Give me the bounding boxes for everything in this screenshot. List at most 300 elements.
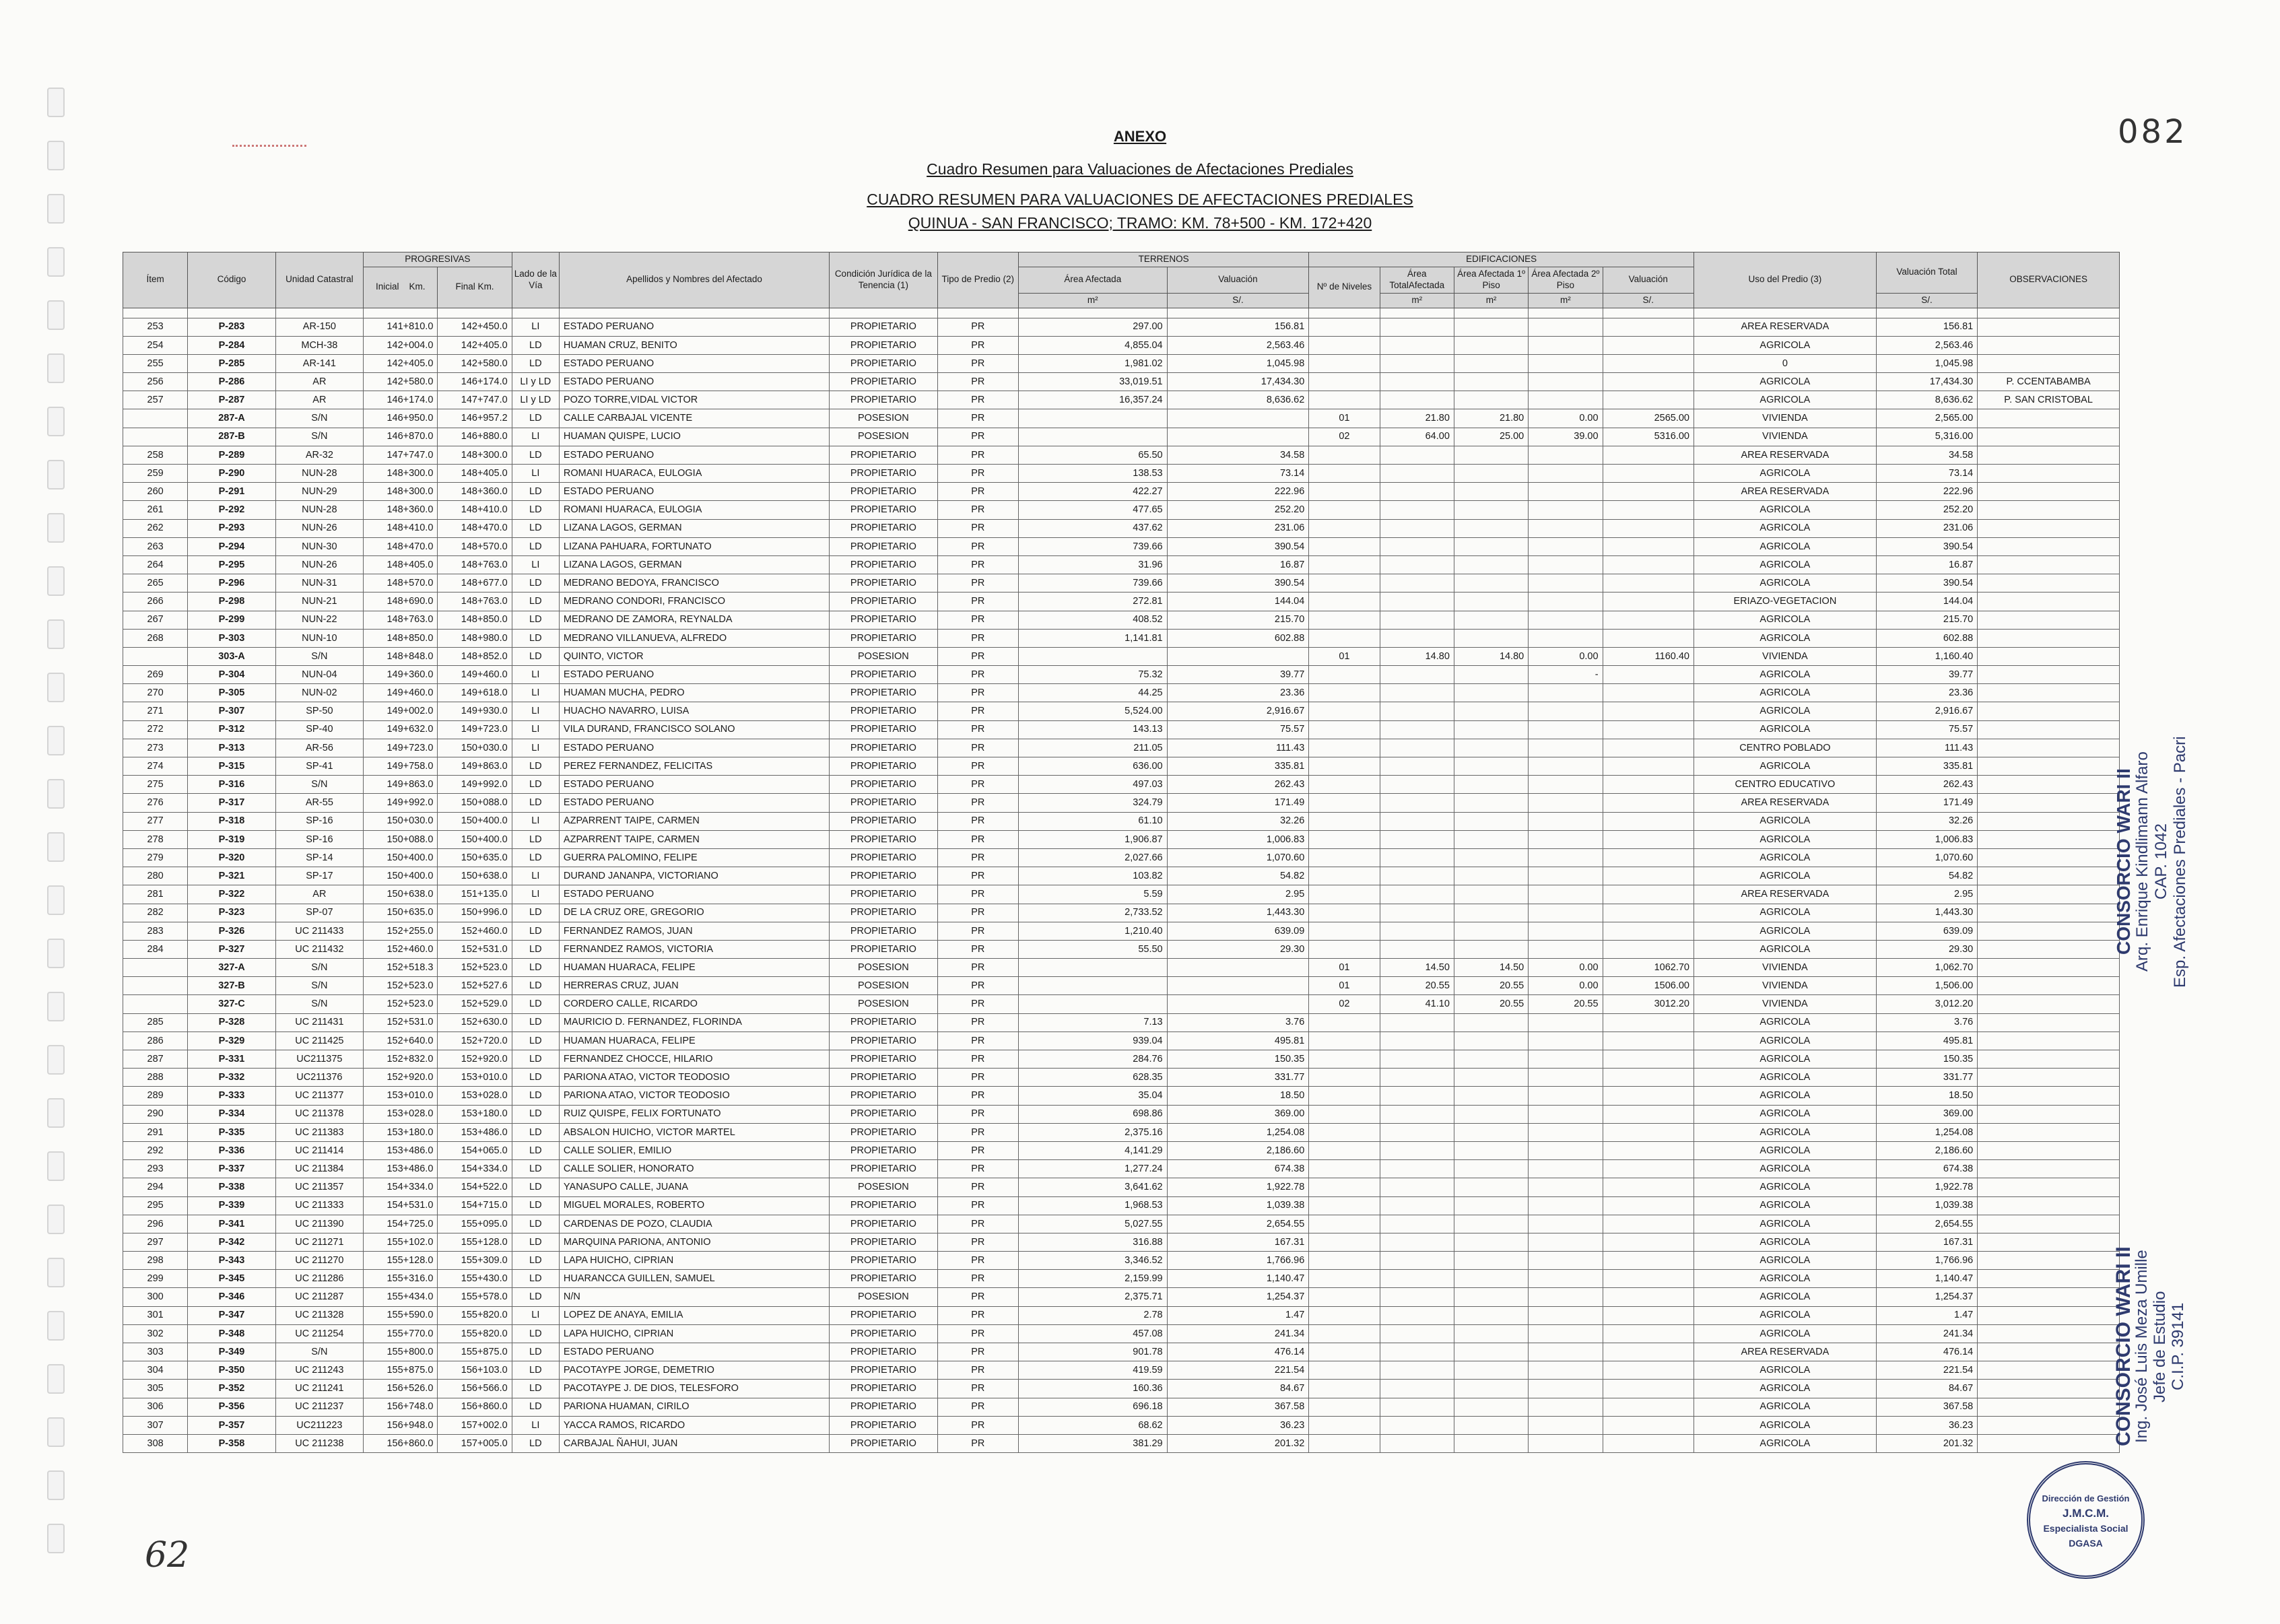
cell-inicial: 154+334.0 bbox=[364, 1178, 438, 1196]
cell-valuacion-edif bbox=[1603, 940, 1694, 958]
cell-uso: AGRICOLA bbox=[1694, 555, 1876, 574]
cell-valuacion-edif bbox=[1603, 922, 1694, 940]
cell-item: 263 bbox=[123, 537, 188, 555]
cell-condicion: PROPIETARIO bbox=[830, 1215, 937, 1233]
cell-lado: LD bbox=[512, 647, 559, 665]
cell-lado: LD bbox=[512, 611, 559, 629]
cell-condicion: PROPIETARIO bbox=[830, 885, 937, 904]
cell-valuacion: 367.58 bbox=[1167, 1398, 1309, 1416]
cell-condicion: PROPIETARIO bbox=[830, 1069, 937, 1087]
cell-nombre: ESTADO PERUANO bbox=[559, 776, 829, 794]
cell-valuacion-edif bbox=[1603, 519, 1694, 537]
cell-piso2 bbox=[1529, 885, 1603, 904]
cell-piso2 bbox=[1529, 867, 1603, 885]
cell-area: 138.53 bbox=[1018, 465, 1167, 483]
unit-sol: S/. bbox=[1167, 293, 1309, 308]
cell-item bbox=[123, 959, 188, 977]
cell-area-total bbox=[1380, 1160, 1454, 1178]
cell-tipo: PR bbox=[937, 995, 1018, 1013]
cell-codigo: P-356 bbox=[188, 1398, 275, 1416]
cell-lado: LD bbox=[512, 922, 559, 940]
cell-valuacion-edif bbox=[1603, 794, 1694, 812]
cell-uso: AGRICOLA bbox=[1694, 1031, 1876, 1050]
cell-piso1 bbox=[1454, 1398, 1528, 1416]
cell-observaciones bbox=[1978, 1141, 2120, 1159]
cell-valuacion-edif: 1160.40 bbox=[1603, 647, 1694, 665]
cell-lado: LD bbox=[512, 1361, 559, 1380]
cell-area: 143.13 bbox=[1018, 720, 1167, 739]
cell-niveles bbox=[1309, 885, 1380, 904]
col-edificaciones: EDIFICACIONES bbox=[1309, 252, 1694, 267]
cell-valuacion-total: 73.14 bbox=[1876, 465, 1977, 483]
cell-lado: LI bbox=[512, 885, 559, 904]
cell-uso: AGRICOLA bbox=[1694, 1123, 1876, 1141]
table-row bbox=[123, 629, 2120, 647]
cell-nombre: ESTADO PERUANO bbox=[559, 1343, 829, 1361]
cell-piso2 bbox=[1529, 1398, 1603, 1416]
cell-codigo: P-336 bbox=[188, 1141, 275, 1159]
table-row bbox=[123, 702, 2120, 720]
cell-valuacion-edif bbox=[1603, 354, 1694, 372]
cell-piso1: 20.55 bbox=[1454, 977, 1528, 995]
cell-item: 281 bbox=[123, 885, 188, 904]
cell-piso2 bbox=[1529, 574, 1603, 593]
cell-lado: LD bbox=[512, 629, 559, 647]
cell-inicial: 149+992.0 bbox=[364, 794, 438, 812]
cell-final: 155+875.0 bbox=[438, 1343, 512, 1361]
cell-observaciones bbox=[1978, 1398, 2120, 1416]
cell-piso1 bbox=[1454, 1434, 1528, 1452]
cell-final: 156+103.0 bbox=[438, 1361, 512, 1380]
cell-area-total bbox=[1380, 574, 1454, 593]
cell-final: 156+860.0 bbox=[438, 1398, 512, 1416]
cell-nombre: ESTADO PERUANO bbox=[559, 373, 829, 391]
cell-lado: LD bbox=[512, 830, 559, 848]
cell-piso1 bbox=[1454, 1324, 1528, 1343]
cell-tipo: PR bbox=[937, 702, 1018, 720]
cell-item: 291 bbox=[123, 1123, 188, 1141]
cell-valuacion-total: 23.36 bbox=[1876, 684, 1977, 702]
cell-item: 297 bbox=[123, 1233, 188, 1251]
cell-codigo: P-312 bbox=[188, 720, 275, 739]
cell-piso1 bbox=[1454, 1196, 1528, 1215]
cell-valuacion-total: 2,565.00 bbox=[1876, 409, 1977, 428]
cell-area-total bbox=[1380, 1398, 1454, 1416]
cell-codigo: P-323 bbox=[188, 904, 275, 922]
table-row bbox=[123, 757, 2120, 776]
cell-nombre: MEDRANO CONDORI, FRANCISCO bbox=[559, 593, 829, 611]
cell-observaciones bbox=[1978, 1270, 2120, 1288]
cell-nombre: LIZANA PAHUARA, FORTUNATO bbox=[559, 537, 829, 555]
cell-niveles bbox=[1309, 757, 1380, 776]
cell-final: 148+470.0 bbox=[438, 519, 512, 537]
table-row bbox=[123, 959, 2120, 977]
cell-lado: LI bbox=[512, 739, 559, 757]
cell-area: 75.32 bbox=[1018, 666, 1167, 684]
cell-unidad: UC 211328 bbox=[275, 1306, 363, 1324]
cell-niveles bbox=[1309, 812, 1380, 830]
cell-unidad: UC 211271 bbox=[275, 1233, 363, 1251]
cell-tipo: PR bbox=[937, 611, 1018, 629]
cell-piso1 bbox=[1454, 483, 1528, 501]
cell-final: 148+763.0 bbox=[438, 555, 512, 574]
cell-item: 290 bbox=[123, 1105, 188, 1123]
cell-piso2 bbox=[1529, 702, 1603, 720]
cell-nombre: HUARANCCA GUILLEN, SAMUEL bbox=[559, 1270, 829, 1288]
cell-observaciones: P. SAN CRISTOBAL bbox=[1978, 391, 2120, 409]
cell-observaciones bbox=[1978, 1324, 2120, 1343]
cell-item: 266 bbox=[123, 593, 188, 611]
cell-inicial: 152+518.3 bbox=[364, 959, 438, 977]
cell-codigo: P-294 bbox=[188, 537, 275, 555]
cell-nombre: CALLE SOLIER, EMILIO bbox=[559, 1141, 829, 1159]
cell-piso1: 21.80 bbox=[1454, 409, 1528, 428]
cell-piso2 bbox=[1529, 336, 1603, 354]
cell-unidad: NUN-26 bbox=[275, 555, 363, 574]
cell-valuacion-edif bbox=[1603, 812, 1694, 830]
cell-final: 154+522.0 bbox=[438, 1178, 512, 1196]
table-row bbox=[123, 409, 2120, 428]
cell-codigo: P-284 bbox=[188, 336, 275, 354]
cell-valuacion: 36.23 bbox=[1167, 1416, 1309, 1434]
cell-codigo: P-316 bbox=[188, 776, 275, 794]
cell-valuacion: 1,039.38 bbox=[1167, 1196, 1309, 1215]
cell-condicion: PROPIETARIO bbox=[830, 1050, 937, 1069]
cell-observaciones bbox=[1978, 1123, 2120, 1141]
cell-inicial: 155+316.0 bbox=[364, 1270, 438, 1288]
cell-observaciones bbox=[1978, 409, 2120, 428]
cell-piso1 bbox=[1454, 519, 1528, 537]
cell-uso: VIVIENDA bbox=[1694, 959, 1876, 977]
cell-observaciones bbox=[1978, 574, 2120, 593]
cell-observaciones bbox=[1978, 995, 2120, 1013]
cell-tipo: PR bbox=[937, 1398, 1018, 1416]
cell-inicial: 148+850.0 bbox=[364, 629, 438, 647]
cell-valuacion: 1,766.96 bbox=[1167, 1252, 1309, 1270]
cell-area-total bbox=[1380, 1069, 1454, 1087]
cell-area: 2.78 bbox=[1018, 1306, 1167, 1324]
cell-tipo: PR bbox=[937, 391, 1018, 409]
cell-uso: AREA RESERVADA bbox=[1694, 318, 1876, 336]
cell-unidad: S/N bbox=[275, 1343, 363, 1361]
cell-condicion: PROPIETARIO bbox=[830, 830, 937, 848]
cell-condicion: PROPIETARIO bbox=[830, 922, 937, 940]
cell-lado: LI y LD bbox=[512, 391, 559, 409]
cell-valuacion-total: 84.67 bbox=[1876, 1380, 1977, 1398]
cell-valuacion-edif bbox=[1603, 1178, 1694, 1196]
cell-codigo: P-285 bbox=[188, 354, 275, 372]
cell-unidad: S/N bbox=[275, 977, 363, 995]
cell-lado: LD bbox=[512, 1233, 559, 1251]
cell-area-total: 14.50 bbox=[1380, 959, 1454, 977]
cell-piso1 bbox=[1454, 812, 1528, 830]
cell-piso1 bbox=[1454, 593, 1528, 611]
cell-tipo: PR bbox=[937, 647, 1018, 665]
cell-valuacion-edif: 3012.20 bbox=[1603, 995, 1694, 1013]
cell-piso2 bbox=[1529, 391, 1603, 409]
cell-valuacion-total: 231.06 bbox=[1876, 519, 1977, 537]
cell-valuacion-total: 331.77 bbox=[1876, 1069, 1977, 1087]
cell-observaciones bbox=[1978, 1288, 2120, 1306]
cell-tipo: PR bbox=[937, 1160, 1018, 1178]
cell-nombre: CARBAJAL ÑAHUI, JUAN bbox=[559, 1434, 829, 1452]
cell-piso2 bbox=[1529, 1178, 1603, 1196]
cell-uso: AGRICOLA bbox=[1694, 684, 1876, 702]
cell-niveles bbox=[1309, 1013, 1380, 1031]
cell-observaciones bbox=[1978, 1105, 2120, 1123]
cell-valuacion-edif bbox=[1603, 483, 1694, 501]
cell-valuacion: 84.67 bbox=[1167, 1380, 1309, 1398]
cell-piso2 bbox=[1529, 1434, 1603, 1452]
cell-uso: AGRICOLA bbox=[1694, 940, 1876, 958]
cell-lado: LD bbox=[512, 354, 559, 372]
cell-item: 257 bbox=[123, 391, 188, 409]
cell-piso1 bbox=[1454, 666, 1528, 684]
cell-final: 155+820.0 bbox=[438, 1324, 512, 1343]
cell-item: 256 bbox=[123, 373, 188, 391]
cell-lado: LD bbox=[512, 1141, 559, 1159]
cell-tipo: PR bbox=[937, 1416, 1018, 1434]
cell-unidad: SP-41 bbox=[275, 757, 363, 776]
cell-nombre: MIGUEL MORALES, ROBERTO bbox=[559, 1196, 829, 1215]
table-row bbox=[123, 1031, 2120, 1050]
cell-area-total bbox=[1380, 629, 1454, 647]
cell-niveles bbox=[1309, 483, 1380, 501]
cell-observaciones bbox=[1978, 720, 2120, 739]
cell-observaciones bbox=[1978, 647, 2120, 665]
cell-unidad: NUN-04 bbox=[275, 666, 363, 684]
cell-codigo: P-332 bbox=[188, 1069, 275, 1087]
cell-nombre: DURAND JANANPA, VICTORIANO bbox=[559, 867, 829, 885]
cell-final: 155+128.0 bbox=[438, 1233, 512, 1251]
cell-area-total bbox=[1380, 1123, 1454, 1141]
cell-piso1 bbox=[1454, 1160, 1528, 1178]
cell-valuacion: 222.96 bbox=[1167, 483, 1309, 501]
cell-final: 142+450.0 bbox=[438, 318, 512, 336]
cell-niveles bbox=[1309, 666, 1380, 684]
cell-inicial: 146+870.0 bbox=[364, 428, 438, 446]
cell-valuacion: 335.81 bbox=[1167, 757, 1309, 776]
cell-piso1 bbox=[1454, 1215, 1528, 1233]
cell-niveles bbox=[1309, 702, 1380, 720]
cell-uso: AGRICOLA bbox=[1694, 1288, 1876, 1306]
unit-sol-edif: S/. bbox=[1603, 293, 1694, 308]
cell-niveles bbox=[1309, 794, 1380, 812]
cell-inicial: 153+180.0 bbox=[364, 1123, 438, 1141]
cell-piso2 bbox=[1529, 1105, 1603, 1123]
cell-nombre: LIZANA LAGOS, GERMAN bbox=[559, 519, 829, 537]
cell-condicion: PROPIETARIO bbox=[830, 1196, 937, 1215]
cell-area-total bbox=[1380, 1087, 1454, 1105]
cell-observaciones bbox=[1978, 940, 2120, 958]
cell-valuacion-total: 34.58 bbox=[1876, 446, 1977, 464]
cell-area: 696.18 bbox=[1018, 1398, 1167, 1416]
cell-tipo: PR bbox=[937, 940, 1018, 958]
cell-piso2 bbox=[1529, 1306, 1603, 1324]
cell-area-total bbox=[1380, 812, 1454, 830]
cell-area-total bbox=[1380, 684, 1454, 702]
cell-final: 155+578.0 bbox=[438, 1288, 512, 1306]
cell-area-total bbox=[1380, 1178, 1454, 1196]
official-seal: Dirección de Gestión J.M.C.M. Especialista Social DGASA bbox=[2027, 1461, 2145, 1579]
cell-condicion: PROPIETARIO bbox=[830, 1087, 937, 1105]
cell-condicion: PROPIETARIO bbox=[830, 1123, 937, 1141]
cell-nombre: MEDRANO DE ZAMORA, REYNALDA bbox=[559, 611, 829, 629]
cell-area-total bbox=[1380, 720, 1454, 739]
table-row bbox=[123, 848, 2120, 867]
cell-valuacion-edif bbox=[1603, 1398, 1694, 1416]
cell-uso: VIVIENDA bbox=[1694, 409, 1876, 428]
col-valuacion: Valuación bbox=[1167, 267, 1309, 293]
cell-area-total bbox=[1380, 1324, 1454, 1343]
table-row bbox=[123, 922, 2120, 940]
cell-valuacion-total: 54.82 bbox=[1876, 867, 1977, 885]
cell-observaciones bbox=[1978, 702, 2120, 720]
cell-valuacion-total: 241.34 bbox=[1876, 1324, 1977, 1343]
cell-final: 148+850.0 bbox=[438, 611, 512, 629]
cell-item: 265 bbox=[123, 574, 188, 593]
cell-observaciones bbox=[1978, 354, 2120, 372]
cell-inicial: 150+088.0 bbox=[364, 830, 438, 848]
cell-unidad: UC 211378 bbox=[275, 1105, 363, 1123]
cell-unidad: S/N bbox=[275, 959, 363, 977]
cell-unidad: AR bbox=[275, 885, 363, 904]
cell-item: 272 bbox=[123, 720, 188, 739]
cell-inicial: 141+810.0 bbox=[364, 318, 438, 336]
cell-codigo: P-320 bbox=[188, 848, 275, 867]
cell-tipo: PR bbox=[937, 1434, 1018, 1452]
cell-unidad: AR-56 bbox=[275, 739, 363, 757]
cell-inicial: 155+875.0 bbox=[364, 1361, 438, 1380]
cell-unidad: UC211223 bbox=[275, 1416, 363, 1434]
cell-nombre: ESTADO PERUANO bbox=[559, 666, 829, 684]
cell-uso: AGRICOLA bbox=[1694, 720, 1876, 739]
cell-valuacion-total: 39.77 bbox=[1876, 666, 1977, 684]
cell-niveles bbox=[1309, 1252, 1380, 1270]
cell-area-total bbox=[1380, 336, 1454, 354]
cell-niveles bbox=[1309, 1123, 1380, 1141]
table-row bbox=[123, 1196, 2120, 1215]
table-row bbox=[123, 501, 2120, 519]
cell-observaciones bbox=[1978, 1416, 2120, 1434]
cell-inicial: 149+002.0 bbox=[364, 702, 438, 720]
cell-uso: AGRICOLA bbox=[1694, 812, 1876, 830]
cell-unidad: AR bbox=[275, 391, 363, 409]
cell-condicion: POSESION bbox=[830, 995, 937, 1013]
cell-piso1 bbox=[1454, 848, 1528, 867]
cell-area-total bbox=[1380, 501, 1454, 519]
cell-piso1 bbox=[1454, 354, 1528, 372]
cell-item: 298 bbox=[123, 1252, 188, 1270]
cell-niveles bbox=[1309, 1178, 1380, 1196]
cell-niveles bbox=[1309, 830, 1380, 848]
cell-nombre: PEREZ FERNANDEZ, FELICITAS bbox=[559, 757, 829, 776]
cell-uso: AGRICOLA bbox=[1694, 702, 1876, 720]
cell-observaciones bbox=[1978, 1160, 2120, 1178]
cell-final: 147+747.0 bbox=[438, 391, 512, 409]
cell-condicion: PROPIETARIO bbox=[830, 666, 937, 684]
cell-final: 148+677.0 bbox=[438, 574, 512, 593]
cell-valuacion-edif bbox=[1603, 1233, 1694, 1251]
cell-valuacion-edif bbox=[1603, 501, 1694, 519]
cell-valuacion-edif: 1062.70 bbox=[1603, 959, 1694, 977]
cell-final: 149+992.0 bbox=[438, 776, 512, 794]
col-valuacion-edif: Valuación bbox=[1603, 267, 1694, 293]
cell-nombre: MARQUINA PARIONA, ANTONIO bbox=[559, 1233, 829, 1251]
cell-valuacion-total: 495.81 bbox=[1876, 1031, 1977, 1050]
cell-area-total bbox=[1380, 446, 1454, 464]
cell-item: 253 bbox=[123, 318, 188, 336]
cell-valuacion-edif bbox=[1603, 1270, 1694, 1288]
cell-codigo: 287-B bbox=[188, 428, 275, 446]
cell-observaciones bbox=[1978, 501, 2120, 519]
table-row bbox=[123, 519, 2120, 537]
cell-codigo: 327-A bbox=[188, 959, 275, 977]
cell-valuacion: 150.35 bbox=[1167, 1050, 1309, 1069]
cell-valuacion-edif bbox=[1603, 1324, 1694, 1343]
cell-final: 157+002.0 bbox=[438, 1416, 512, 1434]
cell-piso2 bbox=[1529, 940, 1603, 958]
cell-piso1 bbox=[1454, 1013, 1528, 1031]
cell-area: 65.50 bbox=[1018, 446, 1167, 464]
cell-niveles bbox=[1309, 1361, 1380, 1380]
cell-area-total bbox=[1380, 1233, 1454, 1251]
cell-final: 152+529.0 bbox=[438, 995, 512, 1013]
cell-unidad: NUN-26 bbox=[275, 519, 363, 537]
cell-inicial: 148+570.0 bbox=[364, 574, 438, 593]
cell-valuacion bbox=[1167, 977, 1309, 995]
col-condicion: Condición Jurídica de la Tenencia (1) bbox=[830, 252, 937, 308]
cell-area: 31.96 bbox=[1018, 555, 1167, 574]
cell-piso2 bbox=[1529, 1160, 1603, 1178]
cell-item: 254 bbox=[123, 336, 188, 354]
cell-observaciones bbox=[1978, 1196, 2120, 1215]
cell-codigo: P-346 bbox=[188, 1288, 275, 1306]
cell-valuacion-total: 2,654.55 bbox=[1876, 1215, 1977, 1233]
cell-inicial: 150+030.0 bbox=[364, 812, 438, 830]
cell-codigo: P-347 bbox=[188, 1306, 275, 1324]
cell-piso1 bbox=[1454, 757, 1528, 776]
cell-codigo: P-322 bbox=[188, 885, 275, 904]
cell-valuacion-edif bbox=[1603, 720, 1694, 739]
cell-uso: VIVIENDA bbox=[1694, 977, 1876, 995]
cell-area-total bbox=[1380, 776, 1454, 794]
cell-valuacion-edif bbox=[1603, 537, 1694, 555]
cell-codigo: P-289 bbox=[188, 446, 275, 464]
cell-niveles bbox=[1309, 1141, 1380, 1159]
cell-codigo: P-321 bbox=[188, 867, 275, 885]
cell-codigo: P-349 bbox=[188, 1343, 275, 1361]
cell-valuacion-edif bbox=[1603, 885, 1694, 904]
cell-piso2 bbox=[1529, 1380, 1603, 1398]
cell-piso1 bbox=[1454, 1361, 1528, 1380]
cell-piso1 bbox=[1454, 1288, 1528, 1306]
cell-unidad: S/N bbox=[275, 647, 363, 665]
cell-valuacion-edif bbox=[1603, 318, 1694, 336]
cell-observaciones bbox=[1978, 757, 2120, 776]
cell-nombre: PACOTAYPE JORGE, DEMETRIO bbox=[559, 1361, 829, 1380]
cell-valuacion-edif bbox=[1603, 1069, 1694, 1087]
cell-valuacion: 111.43 bbox=[1167, 739, 1309, 757]
col-item: Ítem bbox=[123, 252, 188, 308]
cell-lado: LD bbox=[512, 1196, 559, 1215]
cell-nombre: GUERRA PALOMINO, FELIPE bbox=[559, 848, 829, 867]
cell-valuacion-total: 29.30 bbox=[1876, 940, 1977, 958]
cell-final: 148+763.0 bbox=[438, 593, 512, 611]
cell-area-total: 14.80 bbox=[1380, 647, 1454, 665]
cell-final: 146+957.2 bbox=[438, 409, 512, 428]
cell-uso: AGRICOLA bbox=[1694, 757, 1876, 776]
